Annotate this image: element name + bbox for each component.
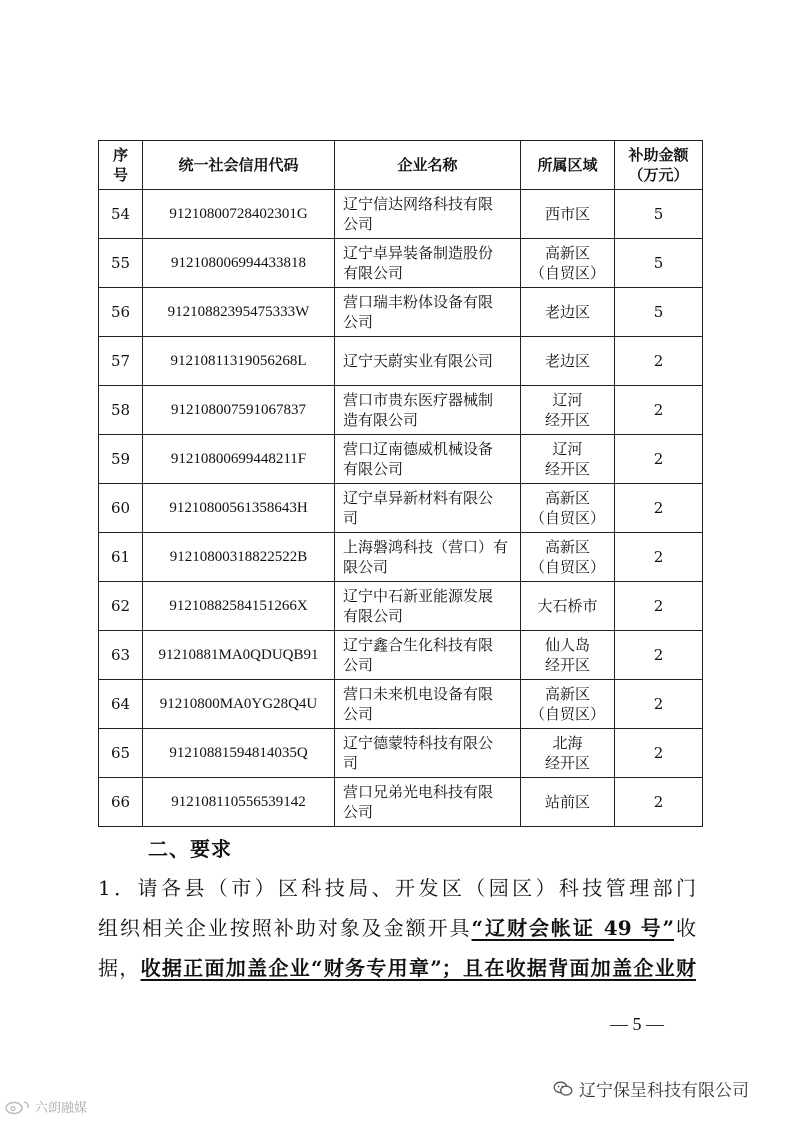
cell-amount: 2: [615, 680, 703, 729]
cell-company-name: 辽宁卓异装备制造股份 有限公司: [335, 239, 521, 288]
cell-amount: 5: [615, 239, 703, 288]
cell-amount: 2: [615, 533, 703, 582]
table-row: [99, 239, 703, 288]
cell-code: 912108006994433818: [143, 239, 335, 288]
cell-region: 北海 经开区: [521, 729, 615, 778]
cell-code: 91210881594814035Q: [143, 729, 335, 778]
watermark: [4, 1097, 87, 1116]
cell-code: 912108110556539142: [143, 778, 335, 827]
table-header-row: [99, 141, 703, 190]
cell-seq: 56: [99, 288, 143, 337]
cell-seq: 59: [99, 435, 143, 484]
cell-code: 91210800561358643H: [143, 484, 335, 533]
cell-seq: 54: [99, 190, 143, 239]
cell-code: 91210882584151266X: [143, 582, 335, 631]
cell-amount: 2: [615, 386, 703, 435]
cell-code: 91210800699448211F: [143, 435, 335, 484]
cell-code: 91210881MA0QDUQB91: [143, 631, 335, 680]
watermark-text: 六朗融媒: [35, 1100, 88, 1115]
table-row: [99, 582, 703, 631]
wechat-icon: [553, 1081, 573, 1097]
cell-code: 91210882395475333W: [143, 288, 335, 337]
cell-company-name: 营口未来机电设备有限 公司: [335, 680, 521, 729]
page-number: — 5 —: [610, 1014, 664, 1034]
section-heading: 二、要求: [148, 837, 232, 861]
cell-region: 高新区 （自贸区）: [521, 533, 615, 582]
header-amount: 补助金额 （万元）: [615, 141, 703, 190]
cell-amount: 2: [615, 582, 703, 631]
table-row: [99, 288, 703, 337]
wechat-account-badge: [553, 1076, 749, 1101]
cell-seq: 55: [99, 239, 143, 288]
table-row: [99, 337, 703, 386]
table-row: [99, 680, 703, 729]
cell-seq: 57: [99, 337, 143, 386]
cell-amount: 2: [615, 435, 703, 484]
table-row: [99, 386, 703, 435]
cell-code: 91210800MA0YG28Q4U: [143, 680, 335, 729]
subsidy-table: [98, 140, 703, 827]
cell-company-name: 辽宁天蔚实业有限公司: [335, 337, 521, 386]
cell-amount: 2: [615, 631, 703, 680]
cell-region: 高新区 （自贸区）: [521, 680, 615, 729]
cell-company-name: 辽宁中石新亚能源发展 有限公司: [335, 582, 521, 631]
cell-region: 西市区: [521, 190, 615, 239]
table-row: [99, 631, 703, 680]
header-name: 企业名称: [335, 141, 521, 190]
cell-seq: 62: [99, 582, 143, 631]
requirement-line-1: 1．请各县（市）区科技局、开发区（园区）科技管理部门: [98, 876, 696, 900]
cell-region: 仙人岛 经开区: [521, 631, 615, 680]
cell-code: 91210811319056268L: [143, 337, 335, 386]
cell-region: 老边区: [521, 337, 615, 386]
cell-amount: 2: [615, 484, 703, 533]
cell-company-name: 营口辽南德威机械设备 有限公司: [335, 435, 521, 484]
cell-amount: 2: [615, 778, 703, 827]
cell-seq: 63: [99, 631, 143, 680]
stamp-requirement-underlined: 收据正面加盖企业“财务专用章”；且在收据背面加盖企业财: [140, 956, 696, 980]
cell-company-name: 辽宁信达网络科技有限 公司: [335, 190, 521, 239]
table-row: [99, 729, 703, 778]
cell-company-name: 辽宁鑫合生化科技有限 公司: [335, 631, 521, 680]
header-region: 所属区域: [521, 141, 615, 190]
weibo-icon: [4, 1099, 32, 1115]
cell-company-name: 营口市贵东医疗器械制 造有限公司: [335, 386, 521, 435]
cell-company-name: 营口兄弟光电科技有限 公司: [335, 778, 521, 827]
cell-company-name: 辽宁德蒙特科技有限公 司: [335, 729, 521, 778]
table-body: [99, 190, 703, 827]
table-row: [99, 533, 703, 582]
header-code: 统一社会信用代码: [143, 141, 335, 190]
cell-code: 91210800728402301G: [143, 190, 335, 239]
cell-seq: 60: [99, 484, 143, 533]
cell-company-name: 上海磐鸿科技（营口）有 限公司: [335, 533, 521, 582]
wechat-account-name: 辽宁保呈科技有限公司: [579, 1081, 749, 1100]
cell-region: 高新区 （自贸区）: [521, 484, 615, 533]
cell-region: 老边区: [521, 288, 615, 337]
cell-region: 高新区 （自贸区）: [521, 239, 615, 288]
cell-amount: 5: [615, 190, 703, 239]
cell-amount: 2: [615, 729, 703, 778]
cell-seq: 58: [99, 386, 143, 435]
table-row: [99, 484, 703, 533]
cell-company-name: 营口瑞丰粉体设备有限 公司: [335, 288, 521, 337]
header-seq: 序 号: [99, 141, 143, 190]
requirement-line-2: 组织相关企业按照补助对象及金额开具“辽财会帐证 49 号”收: [98, 916, 697, 940]
table-row: [99, 190, 703, 239]
cell-seq: 64: [99, 680, 143, 729]
requirement-line-3: 据，收据正面加盖企业“财务专用章”；且在收据背面加盖企业财: [98, 956, 696, 980]
cell-code: 912108007591067837: [143, 386, 335, 435]
receipt-type-underlined: “辽财会帐证 49 号”: [471, 916, 675, 940]
cell-seq: 66: [99, 778, 143, 827]
table-row: [99, 435, 703, 484]
cell-amount: 2: [615, 337, 703, 386]
cell-region: 辽河 经开区: [521, 386, 615, 435]
table-row: [99, 778, 703, 827]
cell-region: 大石桥市: [521, 582, 615, 631]
cell-region: 辽河 经开区: [521, 435, 615, 484]
cell-region: 站前区: [521, 778, 615, 827]
cell-seq: 65: [99, 729, 143, 778]
cell-company-name: 辽宁卓异新材料有限公 司: [335, 484, 521, 533]
cell-seq: 61: [99, 533, 143, 582]
cell-amount: 5: [615, 288, 703, 337]
cell-code: 91210800318822522B: [143, 533, 335, 582]
